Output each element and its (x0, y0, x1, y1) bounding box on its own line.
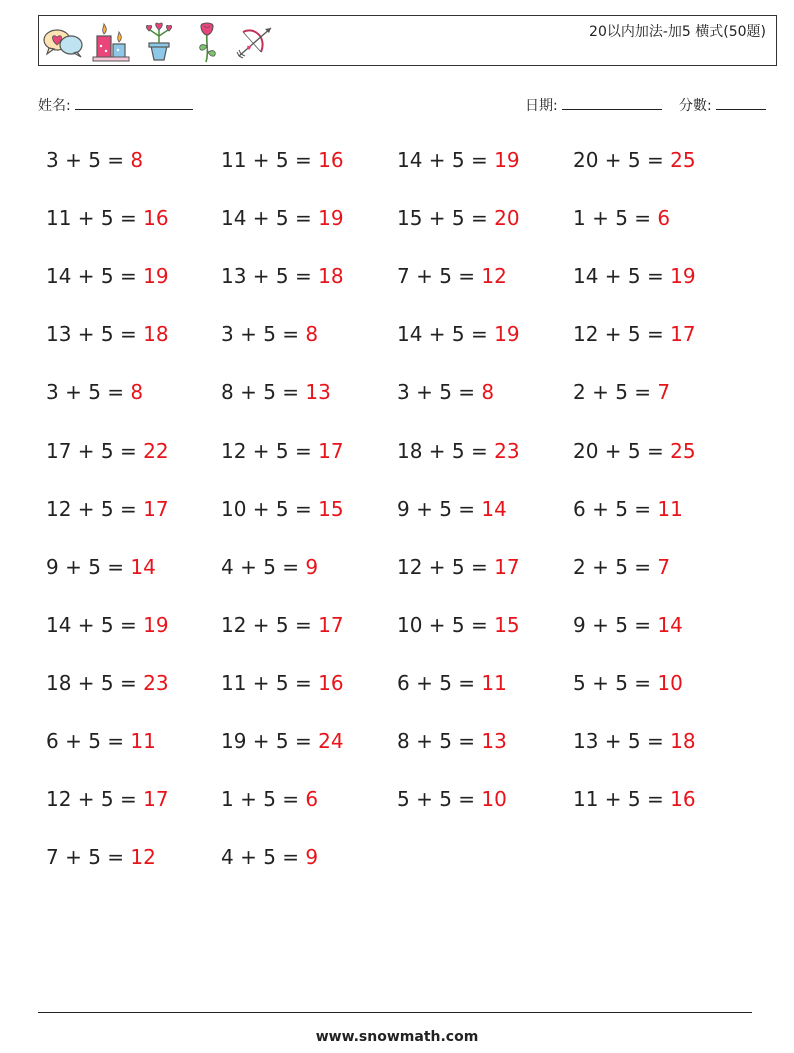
problem-question: 13 + 5 = (573, 729, 671, 753)
problem-item (397, 322, 520, 346)
problem-item (221, 206, 344, 230)
problem-answer: 19 (494, 322, 520, 347)
problem-question: 5 + 5 = (573, 670, 658, 695)
date-blank-line[interactable] (562, 95, 662, 110)
problem-answer: 9 (305, 845, 319, 870)
problem-question: 12 + 5 = (46, 496, 144, 521)
problem-answer: 9 (305, 554, 319, 579)
problem-answer: 16 (670, 787, 696, 812)
problem-answer: 8 (130, 380, 144, 405)
problem-item (573, 380, 670, 404)
problem-question: 20 + 5 = (573, 148, 671, 172)
problem-item (573, 613, 683, 637)
footer-url: www.snowmath.com (315, 1029, 479, 1045)
problem-item (221, 555, 318, 579)
problem-answer: 20 (494, 206, 520, 231)
problem-item (221, 380, 331, 404)
problem-question: 3 + 5 = (46, 380, 131, 405)
name-label: 姓名: (38, 98, 71, 114)
problem-question: 4 + 5 = (221, 845, 306, 870)
name-blank-line[interactable] (75, 95, 193, 110)
problem-answer: 10 (481, 787, 507, 812)
problem-item (46, 845, 156, 869)
score-blank-line[interactable] (716, 95, 766, 110)
problem-item (46, 729, 156, 753)
problem-item (221, 264, 344, 288)
problem-item (397, 729, 507, 753)
problem-question: 2 + 5 = (573, 380, 658, 405)
problem-question: 12 + 5 = (573, 322, 671, 347)
problem-item (397, 439, 520, 463)
problem-answer: 17 (494, 554, 520, 579)
problem-answer: 14 (481, 496, 507, 521)
problem-answer: 10 (657, 670, 683, 695)
problem-item (46, 380, 143, 404)
problem-item (573, 787, 696, 811)
problem-answer: 18 (318, 264, 344, 289)
problem-item (573, 497, 683, 521)
problem-item (573, 555, 670, 579)
problem-question: 14 + 5 = (397, 148, 495, 172)
speech-bubbles-heart-icon (41, 18, 85, 64)
problem-question: 10 + 5 = (397, 612, 495, 637)
problem-answer: 17 (143, 496, 169, 521)
problem-question: 9 + 5 = (573, 612, 658, 637)
problem-answer: 13 (481, 729, 507, 753)
problem-answer: 19 (494, 148, 520, 172)
problem-answer: 12 (130, 845, 156, 870)
problem-item (573, 206, 670, 230)
problem-question: 3 + 5 = (221, 322, 306, 347)
header-icons (41, 18, 281, 64)
problem-question: 3 + 5 = (397, 380, 482, 405)
problem-answer: 11 (130, 729, 156, 753)
problem-item (221, 729, 344, 753)
problem-answer: 8 (130, 148, 144, 172)
problem-answer: 18 (670, 729, 696, 753)
problem-question: 12 + 5 = (46, 787, 144, 812)
problem-question: 14 + 5 = (573, 264, 671, 289)
rose-icon (185, 18, 229, 64)
problem-item (221, 613, 344, 637)
problem-item (46, 148, 143, 172)
problem-question: 18 + 5 = (397, 438, 495, 463)
problem-answer: 7 (657, 554, 671, 579)
problem-question: 10 + 5 = (221, 496, 319, 521)
problem-answer: 19 (670, 264, 696, 289)
problem-item (573, 439, 696, 463)
problem-answer: 23 (143, 670, 169, 695)
problem-question: 11 + 5 = (46, 206, 144, 231)
worksheet-title: 20以内加法-加5 横式(50題) (589, 24, 766, 40)
score-field (679, 95, 766, 115)
name-field (38, 95, 193, 115)
problem-answer: 15 (494, 612, 520, 637)
cupid-bow-arrow-icon (233, 18, 277, 64)
problem-item (46, 787, 169, 811)
candles-icon (89, 18, 133, 64)
problem-answer: 14 (130, 554, 156, 579)
problem-question: 14 + 5 = (46, 612, 144, 637)
problem-question: 18 + 5 = (46, 670, 144, 695)
problem-answer: 19 (143, 612, 169, 637)
problem-answer: 17 (318, 612, 344, 637)
problem-question: 2 + 5 = (573, 554, 658, 579)
problem-item (46, 497, 169, 521)
problem-item (573, 729, 696, 753)
problem-answer: 11 (657, 496, 683, 521)
problem-answer: 8 (481, 380, 495, 405)
problem-item (46, 206, 169, 230)
problem-question: 12 + 5 = (221, 438, 319, 463)
problem-item (46, 439, 169, 463)
problem-answer: 25 (670, 148, 696, 172)
problem-answer: 17 (670, 322, 696, 347)
problem-answer: 17 (143, 787, 169, 812)
problem-question: 8 + 5 = (397, 729, 482, 753)
problem-question: 13 + 5 = (221, 264, 319, 289)
problem-answer: 16 (143, 206, 169, 231)
problem-question: 6 + 5 = (573, 496, 658, 521)
problem-item (221, 497, 344, 521)
problem-question: 14 + 5 = (397, 322, 495, 347)
problem-answer: 15 (318, 496, 344, 521)
problem-item (573, 148, 696, 172)
date-field (525, 95, 662, 115)
problem-item (221, 148, 344, 172)
problem-answer: 24 (318, 729, 344, 753)
problem-item (221, 439, 344, 463)
problem-answer: 25 (670, 438, 696, 463)
problem-question: 9 + 5 = (46, 554, 131, 579)
problem-item (46, 613, 169, 637)
problem-answer: 12 (481, 264, 507, 289)
problem-question: 11 + 5 = (573, 787, 671, 812)
problem-item (397, 148, 520, 172)
problem-item (46, 555, 156, 579)
problem-question: 20 + 5 = (573, 438, 671, 463)
problem-question: 4 + 5 = (221, 554, 306, 579)
problem-question: 15 + 5 = (397, 206, 495, 231)
problem-answer: 8 (305, 322, 319, 347)
problem-item (397, 264, 507, 288)
problem-answer: 16 (318, 670, 344, 695)
problem-question: 7 + 5 = (397, 264, 482, 289)
problem-item (573, 322, 696, 346)
problem-question: 14 + 5 = (221, 206, 319, 231)
problem-answer: 19 (143, 264, 169, 289)
problem-answer: 11 (481, 670, 507, 695)
date-label: 日期: (525, 98, 558, 114)
problem-answer: 7 (657, 380, 671, 405)
problem-question: 12 + 5 = (397, 554, 495, 579)
problem-item (397, 380, 494, 404)
problem-question: 11 + 5 = (221, 148, 319, 172)
problem-question: 11 + 5 = (221, 670, 319, 695)
problem-question: 13 + 5 = (46, 322, 144, 347)
problem-answer: 22 (143, 438, 169, 463)
problem-item (221, 322, 318, 346)
problem-item (397, 206, 520, 230)
problem-answer: 6 (305, 787, 319, 812)
problem-item (573, 264, 696, 288)
problem-item (397, 787, 507, 811)
problem-answer: 18 (143, 322, 169, 347)
heart-plant-pot-icon (137, 18, 181, 64)
problem-answer: 19 (318, 206, 344, 231)
problem-item (397, 671, 507, 695)
problem-item (397, 555, 520, 579)
header-box (38, 15, 777, 66)
problem-item (46, 671, 169, 695)
footer-divider (38, 1012, 752, 1013)
problem-answer: 14 (657, 612, 683, 637)
problem-question: 8 + 5 = (221, 380, 306, 405)
problem-answer: 16 (318, 148, 344, 172)
problem-question: 14 + 5 = (46, 264, 144, 289)
problem-answer: 23 (494, 438, 520, 463)
problem-item (397, 613, 520, 637)
problem-answer: 17 (318, 438, 344, 463)
problem-question: 3 + 5 = (46, 148, 131, 172)
problem-answer: 6 (657, 206, 671, 231)
problem-item (221, 671, 344, 695)
problem-answer: 13 (305, 380, 331, 405)
problem-question: 9 + 5 = (397, 496, 482, 521)
problem-question: 5 + 5 = (397, 787, 482, 812)
problem-question: 6 + 5 = (397, 670, 482, 695)
problem-question: 12 + 5 = (221, 612, 319, 637)
problem-item (221, 787, 318, 811)
problem-item (221, 845, 318, 869)
problem-item (46, 322, 169, 346)
problem-item (573, 671, 683, 695)
problem-question: 19 + 5 = (221, 729, 319, 753)
score-label: 分數: (679, 98, 712, 114)
problem-question: 1 + 5 = (221, 787, 306, 812)
problem-question: 7 + 5 = (46, 845, 131, 870)
problem-item (397, 497, 507, 521)
problem-question: 6 + 5 = (46, 729, 131, 753)
problem-question: 1 + 5 = (573, 206, 658, 231)
problem-item (46, 264, 169, 288)
problem-question: 17 + 5 = (46, 438, 144, 463)
